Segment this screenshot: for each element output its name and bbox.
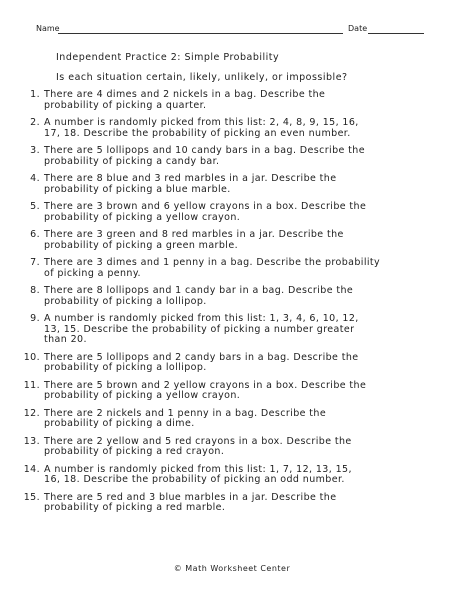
problem-text-line: probability of picking a candy bar. xyxy=(44,155,220,167)
problem-text-line: There are 2 yellow and 5 red crayons in a box. Describe the xyxy=(44,435,352,447)
problem-text-line: probability of picking a dime. xyxy=(44,418,195,429)
problem-number: 14. xyxy=(23,463,40,475)
problem-text-line: There are 5 brown and 2 yellow crayons in a box. Describe the xyxy=(44,379,367,391)
problem-text-line: probability of picking a lollipop. xyxy=(44,362,207,373)
problem-text-line: There are 5 red and 3 blue marbles in a jar. Describe the xyxy=(44,491,337,503)
problem-number: 10. xyxy=(23,351,40,363)
problem-number: 7. xyxy=(30,257,40,268)
problem-item xyxy=(20,202,440,223)
problem-number: 8. xyxy=(30,285,40,296)
problem-text-line: probability of picking a yellow crayon. xyxy=(44,390,241,401)
problem-text-line: 17, 18. Describe the probability of picking an even number. xyxy=(44,127,351,139)
problem-number: 13. xyxy=(23,435,40,447)
problem-number: 11. xyxy=(23,379,40,391)
problem-list xyxy=(20,90,440,521)
problem-item xyxy=(20,286,440,307)
problem-item xyxy=(20,409,440,430)
worksheet-title: Independent Practice 2: Simple Probability xyxy=(56,52,280,63)
problem-text-line: A number is randomly picked from this list: 1, 7, 12, 13, 15, xyxy=(44,463,352,475)
problem-text-line: 16, 18. Describe the probability of picking an odd number. xyxy=(44,474,345,485)
problem-text-line: probability of picking a blue marble. xyxy=(44,183,231,195)
problem-text-line: There are 4 dimes and 2 nickels in a bag. Describe the xyxy=(44,89,326,100)
problem-text-line: There are 8 blue and 3 red marbles in a jar. Describe the xyxy=(44,173,337,184)
problem-number: 4. xyxy=(30,173,40,184)
problem-text-line: of picking a penny. xyxy=(44,267,141,279)
header-row xyxy=(36,24,428,38)
problem-text-line: 13, 15. Describe the probability of picking a number greater xyxy=(44,323,355,335)
problem-text-line: There are 3 brown and 6 yellow crayons in a box. Describe the xyxy=(44,201,367,212)
problem-text-line: There are 3 dimes and 1 penny in a bag. Describe the probability xyxy=(44,257,381,268)
name-label: Name xyxy=(36,24,60,33)
name-blank-line xyxy=(58,33,343,34)
problem-item xyxy=(20,146,440,167)
instruction-text: Is each situation certain, likely, unlikely, or impossible? xyxy=(56,72,348,83)
problem-text-line: probability of picking a red marble. xyxy=(44,502,226,513)
problem-text-line: There are 3 green and 8 red marbles in a jar. Describe the xyxy=(44,229,344,240)
problem-text-line: A number is randomly picked from this list: 2, 4, 8, 9, 15, 16, xyxy=(44,117,359,128)
problem-item xyxy=(20,174,440,195)
problem-number: 3. xyxy=(30,145,40,156)
problem-number: 15. xyxy=(23,491,40,503)
problem-number: 2. xyxy=(30,117,40,128)
problem-text-line: There are 5 lollipops and 10 candy bars in a bag. Describe the xyxy=(44,145,365,156)
problem-item xyxy=(20,493,440,514)
problem-text-line: A number is randomly picked from this list: 1, 3, 4, 6, 10, 12, xyxy=(44,313,359,324)
problem-item xyxy=(20,90,440,111)
problem-text-line: probability of picking a yellow crayon. xyxy=(44,211,241,223)
problem-text-line: There are 5 lollipops and 2 candy bars in a bag. Describe the xyxy=(44,351,359,363)
problem-number: 5. xyxy=(30,201,40,212)
problem-item xyxy=(20,465,440,486)
problem-number: 1. xyxy=(30,89,40,100)
problem-item xyxy=(20,314,440,346)
date-label: Date xyxy=(348,24,368,33)
problem-text-line: than 20. xyxy=(44,334,87,345)
problem-item xyxy=(20,437,440,458)
problem-text-line: probability of picking a quarter. xyxy=(44,99,207,111)
date-blank-line xyxy=(368,33,424,34)
problem-number: 9. xyxy=(30,313,40,324)
problem-number: 12. xyxy=(23,407,40,419)
problem-item xyxy=(20,230,440,251)
problem-item xyxy=(20,353,440,374)
problem-item xyxy=(20,381,440,402)
problem-item xyxy=(20,118,440,139)
problem-text-line: probability of picking a green marble. xyxy=(44,239,239,251)
problem-text-line: probability of picking a red crayon. xyxy=(44,446,225,457)
problem-item xyxy=(20,258,440,279)
problem-text-line: There are 8 lollipops and 1 candy bar in a bag. Describe the xyxy=(44,285,354,296)
problem-text-line: probability of picking a lollipop. xyxy=(44,295,207,307)
problem-number: 6. xyxy=(30,229,40,240)
problem-text-line: There are 2 nickels and 1 penny in a bag. Describe the xyxy=(44,407,327,419)
copyright-footer: © Math Worksheet Center xyxy=(173,564,291,573)
